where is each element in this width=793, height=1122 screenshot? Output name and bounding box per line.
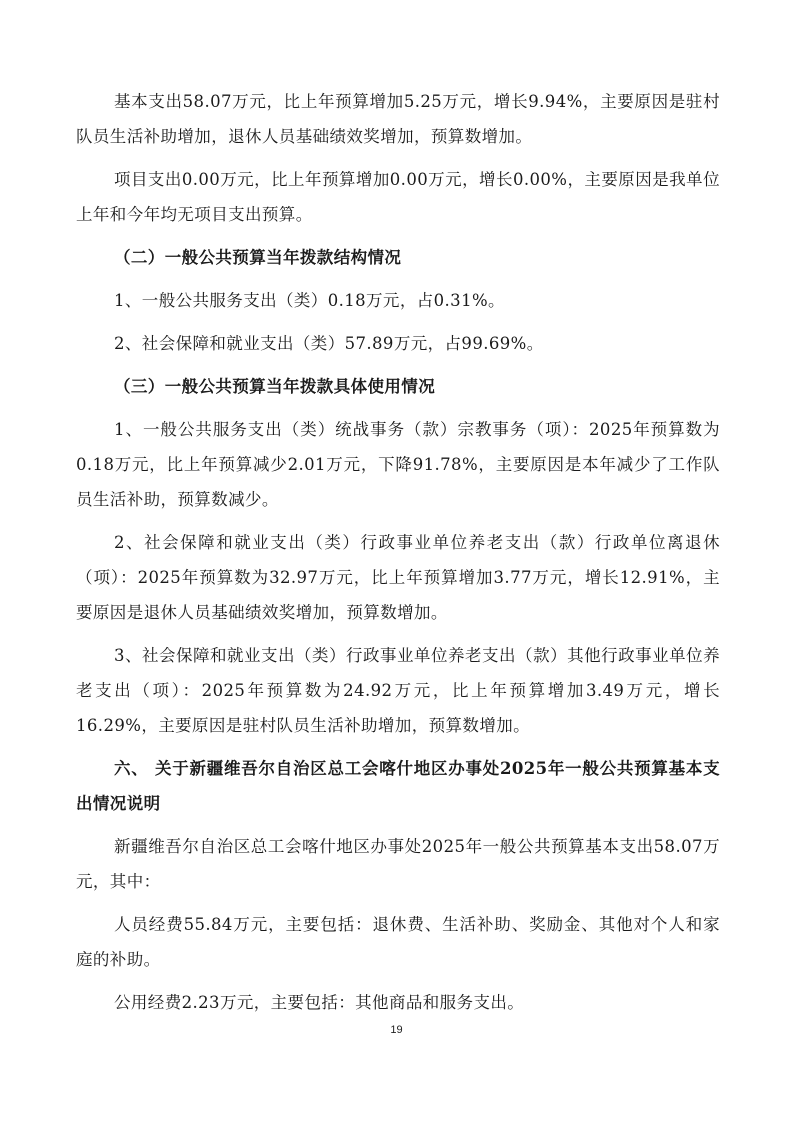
paragraph-basic-expenditure-total: 新疆维吾尔自治区总工会喀什地区办事处2025年一般公共预算基本支出58.07万元，其中：	[76, 837, 720, 891]
paragraph-personnel-expenses: 人员经费55.84万元，主要包括：退休费、生活补助、奖励金、其他对个人和家庭的补助。	[76, 915, 720, 969]
heading-allocation-usage: （三）一般公共预算当年拨款具体使用情况	[114, 377, 436, 396]
paragraph-public-expenses: 公用经费2.23万元，主要包括：其他商品和服务支出。	[114, 993, 525, 1012]
paragraph-usage-item-3: 3、社会保障和就业支出（类）行政事业单位养老支出（款）其他行政事业单位养老支出（项）：2025年预算数为24.92万元，比上年预算增加3.49万元，增长16.29%，主要原因是驻村队员生活补助增加，预算数增加。	[76, 646, 720, 735]
section-heading-six: 六、 关于新疆维吾尔自治区总工会喀什地区办事处2025年一般公共预算基本支出情况说明	[76, 759, 720, 813]
paragraph-usage-item-2: 2、社会保障和就业支出（类）行政事业单位养老支出（款）行政单位离退休（项）：2025年预算数为32.97万元，比上年预算增加3.77万元，增长12.91%，主要原因是退休人员基础绩效奖增加，预算数增加。	[76, 533, 720, 622]
document-body	[76, 84, 720, 1028]
paragraph-project-expenditure: 项目支出0.00万元，比上年预算增加0.00万元，增长0.00%，主要原因是我单位上年和今年均无项目支出预算。	[76, 170, 720, 224]
page-number: 19	[390, 1024, 403, 1036]
paragraph-usage-item-1: 1、一般公共服务支出（类）统战事务（款）宗教事务（项）：2025年预算数为0.18万元，比上年预算减少2.01万元，下降91.78%，主要原因是本年减少了工作队员生活补助，预算数减少。	[76, 420, 720, 509]
paragraph-general-public-service: 1、一般公共服务支出（类）0.18万元，占0.31%。	[114, 291, 505, 310]
paragraph-basic-expenditure: 基本支出58.07万元，比上年预算增加5.25万元，增长9.94%，主要原因是驻村队员生活补助增加，退休人员基础绩效奖增加，预算数增加。	[76, 92, 720, 146]
paragraph-social-security: 2、社会保障和就业支出（类）57.89万元，占99.69%。	[114, 334, 544, 353]
heading-allocation-structure: （二）一般公共预算当年拨款结构情况	[114, 248, 402, 267]
